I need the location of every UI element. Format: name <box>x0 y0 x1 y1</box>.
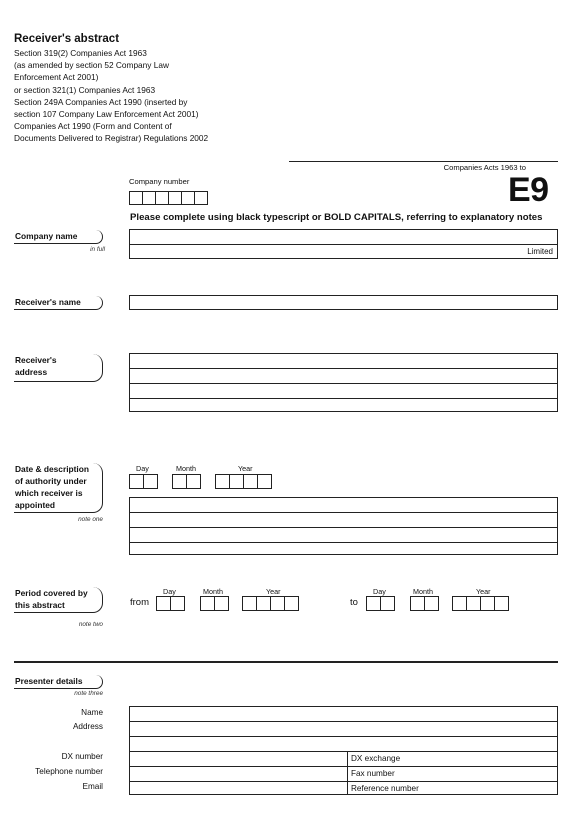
to-year-label: Year <box>476 587 491 596</box>
digit-box[interactable] <box>142 191 156 205</box>
legal-line: (as amended by section 52 Company Law <box>14 60 169 71</box>
authority-year-input[interactable] <box>215 474 272 489</box>
legal-line: Section 249A Companies Act 1990 (inserted by <box>14 96 188 107</box>
to-day-label: Day <box>373 587 386 596</box>
name-label: Name <box>81 708 103 717</box>
description-line <box>130 512 557 513</box>
dx-exchange-label: DX exchange <box>351 754 401 763</box>
from-year-input[interactable] <box>242 596 299 611</box>
in-full-note: in full <box>90 246 105 253</box>
legal-line: Companies Act 1990 (Form and Content of <box>14 121 172 132</box>
digit-box[interactable] <box>168 191 182 205</box>
label-line: of authority under <box>15 476 87 486</box>
digit-box[interactable] <box>242 596 257 611</box>
year-label: Year <box>238 464 253 473</box>
digit-box[interactable] <box>410 596 425 611</box>
digit-box[interactable] <box>172 474 187 489</box>
presenter-line <box>130 736 557 737</box>
presenter-line <box>130 751 557 752</box>
digit-box[interactable] <box>143 474 158 489</box>
dx-number-label: DX number <box>61 752 103 761</box>
receivers-name-field[interactable] <box>129 295 558 310</box>
authority-day-input[interactable] <box>129 474 158 489</box>
digit-box[interactable] <box>170 596 185 611</box>
presenter-line <box>130 781 557 782</box>
digit-box[interactable] <box>215 474 230 489</box>
limited-suffix: Limited <box>527 247 553 256</box>
address-label: Address <box>72 722 103 731</box>
address-line <box>130 398 557 399</box>
digit-box[interactable] <box>155 191 169 205</box>
legal-line: Section 319(2) Companies Act 1963 <box>14 48 147 58</box>
day-label: Day <box>136 464 149 473</box>
period-label <box>14 587 103 613</box>
digit-box[interactable] <box>229 474 244 489</box>
company-name-field-2[interactable] <box>129 244 558 259</box>
to-month-label: Month <box>413 587 433 596</box>
label-line: Date & description <box>15 464 89 474</box>
company-number-label: Company number <box>129 177 190 186</box>
instruction-text: Please complete using black typescript or BOLD CAPITALS, referring to explanatory notes <box>130 212 543 223</box>
digit-box[interactable] <box>257 474 272 489</box>
section-divider <box>14 661 558 663</box>
address-line <box>130 383 557 384</box>
digit-box[interactable] <box>214 596 229 611</box>
company-name-label: Company name <box>14 230 103 244</box>
digit-box[interactable] <box>452 596 467 611</box>
digit-box[interactable] <box>181 191 195 205</box>
digit-box[interactable] <box>366 596 381 611</box>
description-line <box>130 542 557 543</box>
legal-line: Documents Delivered to Registrar) Regulations 2002 <box>14 133 209 144</box>
from-year-label: Year <box>266 587 281 596</box>
from-month-label: Month <box>203 587 223 596</box>
note-one: note one <box>78 516 103 523</box>
digit-box[interactable] <box>494 596 509 611</box>
legal-line: section 107 Company Law Enforcement Act 2001) <box>14 109 199 120</box>
legal-line: Enforcement Act 2001) <box>14 72 99 83</box>
description-line <box>130 527 557 528</box>
digit-box[interactable] <box>200 596 215 611</box>
digit-box[interactable] <box>186 474 201 489</box>
presenter-line <box>130 766 557 767</box>
authority-month-input[interactable] <box>172 474 201 489</box>
note-three: note three <box>74 690 103 697</box>
label-line: Receiver's <box>15 355 57 365</box>
digit-box[interactable] <box>243 474 258 489</box>
email-label: Email <box>82 782 103 791</box>
digit-box[interactable] <box>129 474 144 489</box>
form-code: E9 <box>508 171 549 209</box>
legal-references <box>14 47 208 145</box>
receivers-address-label <box>14 354 103 382</box>
to-label: to <box>350 597 358 608</box>
digit-box[interactable] <box>380 596 395 611</box>
from-day-label: Day <box>163 587 176 596</box>
presenter-details-block[interactable] <box>129 706 558 795</box>
presenter-details-label: Presenter details <box>14 675 103 689</box>
fax-number-label: Fax number <box>351 769 395 778</box>
digit-box[interactable] <box>424 596 439 611</box>
telephone-label: Telephone number <box>35 767 103 776</box>
form-title: Receiver's abstract <box>14 33 120 45</box>
digit-box[interactable] <box>480 596 495 611</box>
label-line: Period covered by <box>15 588 88 598</box>
digit-box[interactable] <box>256 596 271 611</box>
address-line <box>130 368 557 369</box>
digit-box[interactable] <box>284 596 299 611</box>
column-divider <box>347 751 348 795</box>
label-line: address <box>15 367 48 377</box>
digit-box[interactable] <box>270 596 285 611</box>
month-label: Month <box>176 464 196 473</box>
to-day-input[interactable] <box>366 596 395 611</box>
label-line: appointed <box>15 500 56 510</box>
company-name-field-1[interactable] <box>129 229 558 245</box>
note-two: note two <box>78 621 103 628</box>
receivers-address-field[interactable] <box>129 353 558 412</box>
to-year-input[interactable] <box>452 596 509 611</box>
receivers-name-label: Receiver's name <box>14 296 103 310</box>
legal-line: or section 321(1) Companies Act 1963 <box>14 84 156 95</box>
header-rule <box>289 161 558 162</box>
digit-box[interactable] <box>194 191 208 205</box>
authority-label <box>14 463 103 513</box>
authority-description-field[interactable] <box>129 497 558 555</box>
acts-label: Companies Acts 1963 to <box>443 163 526 172</box>
reference-number-label: Reference number <box>351 784 419 793</box>
from-month-input[interactable] <box>200 596 229 611</box>
from-label: from <box>130 597 149 608</box>
digit-box[interactable] <box>156 596 171 611</box>
to-month-input[interactable] <box>410 596 439 611</box>
digit-box[interactable] <box>129 191 143 205</box>
label-line: which receiver is <box>15 488 83 498</box>
company-number-input[interactable] <box>129 191 208 205</box>
label-line: this abstract <box>15 600 65 610</box>
from-day-input[interactable] <box>156 596 185 611</box>
presenter-line <box>130 721 557 722</box>
digit-box[interactable] <box>466 596 481 611</box>
